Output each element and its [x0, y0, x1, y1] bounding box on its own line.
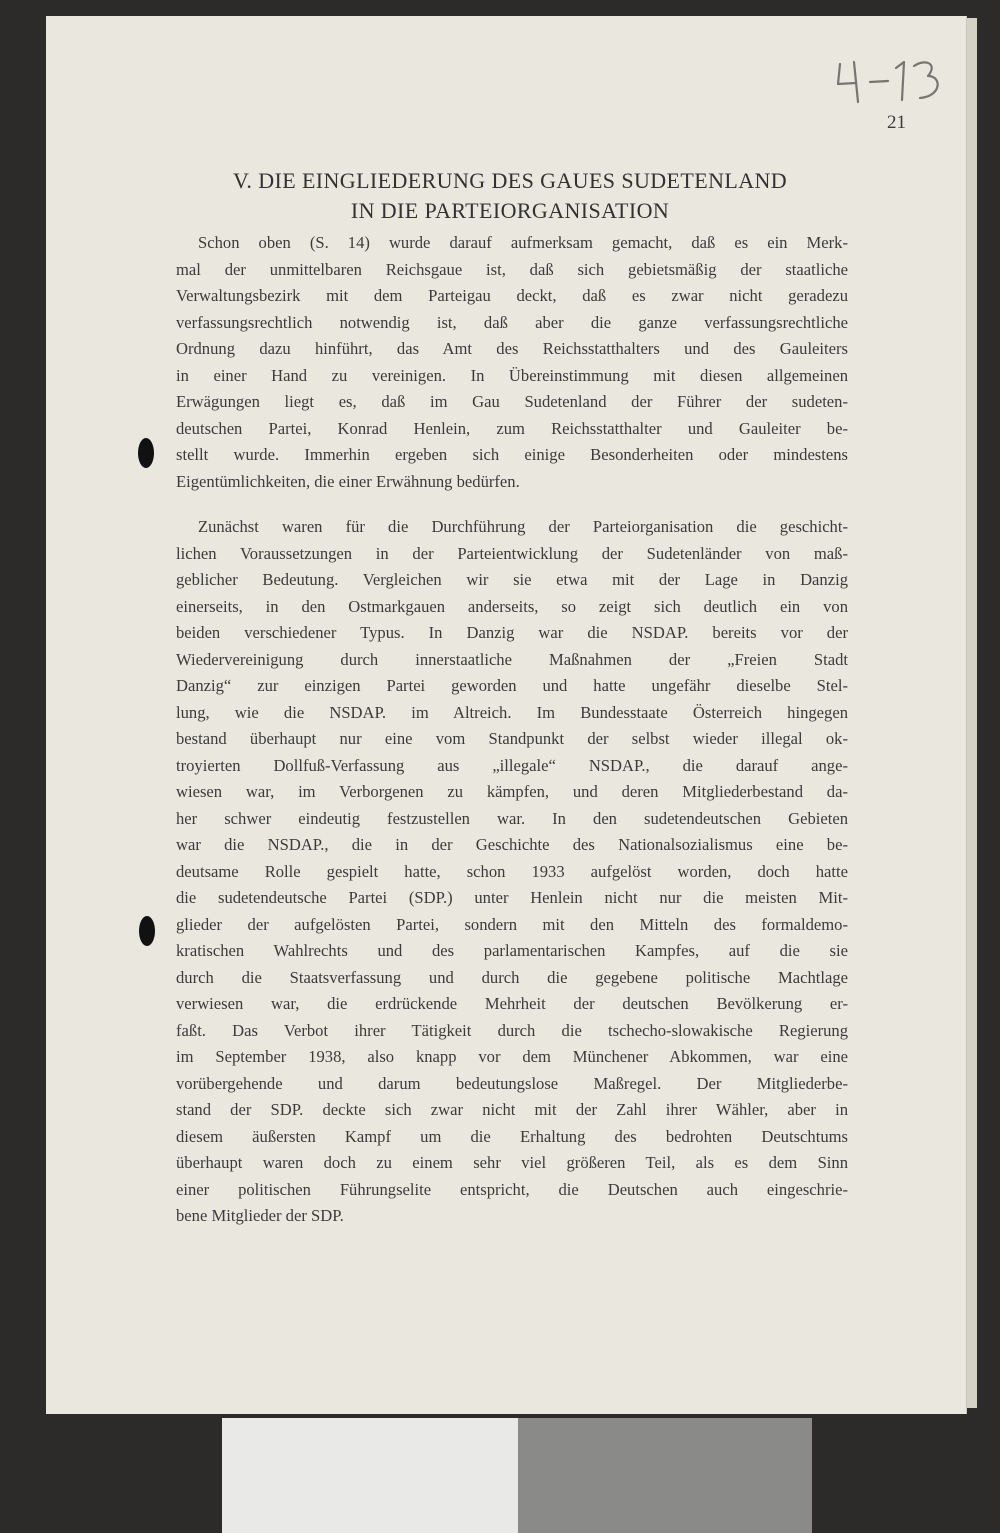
handwritten-archive-mark [834, 56, 954, 106]
text-line: wiesen war, im Verborgenen zu kämpfen, und deren Mitgliederbestand da- [176, 782, 848, 801]
text-line: lung, wie die NSDAP. im Altreich. Im Bundesstaate Österreich hingegen [176, 702, 848, 722]
text-line: faßt. Das Verbot ihrer Tätigkeit durch die tschecho-slowakische Regierung [176, 1020, 848, 1040]
text-line: Danzig“ zur einzigen Partei geworden und hatte ungefähr dieselbe Stel- [176, 676, 848, 695]
text-line: stand der SDP. deckte sich zwar nicht mit der Zahl ihrer Wähler, aber in [176, 1100, 848, 1119]
text-line: einerseits, in den Ostmarkgauen anderseits, so zeigt sich deutlich ein von [176, 596, 848, 616]
text-line: glieder der aufgelösten Partei, sondern mit den Mitteln des formaldemo- [176, 914, 848, 934]
text-line: die sudetendeutsche Partei (SDP.) unter Henlein nicht nur die meisten Mit- [176, 888, 848, 907]
text-line: troyierten Dollfuß-Verfassung aus „illegale“ NSDAP., die darauf ange- [176, 755, 848, 775]
text-line: bene Mitglieder der SDP. [176, 1206, 344, 1225]
text-line: lichen Voraussetzungen in der Parteientwicklung der Sudetenländer von maß- [176, 543, 848, 563]
text-line: überhaupt waren doch zu einem sehr viel größeren Teil, als es dem Sinn [176, 1153, 848, 1172]
text-line: kratischen Wahlrechts und des parlamentarischen Kampfes, auf die sie [176, 941, 848, 960]
text-line: geblicher Bedeutung. Vergleichen wir sie etwa mit der Lage in Danzig [176, 570, 848, 589]
text-line: einer politischen Führungselite entspricht, die Deutschen auch eingeschrie- [176, 1179, 848, 1199]
text-line: Erwägungen liegt es, daß im Gau Sudetenland der Führer der sudeten- [176, 392, 848, 411]
text-line: Eigentümlichkeiten, die einer Erwähnung bedürfen. [176, 471, 520, 491]
chapter-heading [150, 166, 870, 226]
chapter-heading-line-2: IN DIE PARTEIORGANISATION [350, 198, 670, 223]
punch-hole [139, 916, 155, 946]
page-number: 21 [887, 112, 906, 133]
text-line: verfassungsrechtlich notwendig ist, daß aber die ganze verfassungsrechtliche [176, 312, 848, 332]
text-line: beiden verschiedener Typus. In Danzig war die NSDAP. bereits vor der [176, 623, 848, 642]
text-line: mal der unmittelbaren Reichsgaue ist, daß sich gebietsmäßig der staatliche [176, 259, 848, 279]
text-line: war die NSDAP., die in der Geschichte des Nationalsozialismus eine be- [176, 835, 848, 854]
text-line: Verwaltungsbezirk mit dem Parteigau deckt, daß es zwar nicht geradezu [176, 286, 848, 305]
punch-hole [138, 438, 154, 468]
color-calibration-card [222, 1418, 812, 1533]
calibration-white-patch [222, 1418, 518, 1533]
text-line: verwiesen war, die erdrückende Mehrheit der deutschen Bevölkerung er- [176, 994, 848, 1013]
text-line: deutsame Rolle gespielt hatte, schon 1933 aufgelöst worden, doch hatte [176, 861, 848, 881]
text-line: in einer Hand zu vereinigen. In Übereinstimmung mit diesen allgemeinen [176, 365, 848, 385]
calibration-gray-patch [518, 1418, 812, 1533]
text-line: Schon oben (S. 14) wurde darauf aufmerksam gemacht, daß es ein Merk- [198, 233, 848, 252]
paragraph-2 [176, 514, 848, 1230]
text-line: Zunächst waren für die Durchführung der Parteiorganisation die geschicht- [198, 517, 848, 536]
text-line: stellt wurde. Immerhin ergeben sich einige Besonderheiten oder mindestens [176, 445, 848, 464]
paragraph-1 [176, 230, 848, 495]
text-line: her schwer eindeutig festzustellen war. In den sudetendeutschen Gebieten [176, 808, 848, 828]
text-line: Wiedervereinigung durch innerstaatliche Maßnahmen der „Freien Stadt [176, 649, 848, 669]
text-line: diesem äußersten Kampf um die Erhaltung des bedrohten Deutschtums [176, 1126, 848, 1146]
chapter-heading-line-1: V. DIE EINGLIEDERUNG DES GAUES SUDETENLAND [232, 168, 788, 193]
text-line: bestand überhaupt nur eine vom Standpunkt der selbst wieder illegal ok- [176, 729, 848, 748]
text-line: durch die Staatsverfassung und durch die gegebene politische Machtlage [176, 967, 848, 987]
text-line: vorübergehende und darum bedeutungslose Maßregel. Der Mitgliederbe- [176, 1073, 848, 1093]
text-line: Ordnung dazu hinführt, das Amt des Reichsstatthalters und des Gauleiters [176, 339, 848, 358]
text-line: deutschen Partei, Konrad Henlein, zum Reichsstatthalter und Gauleiter be- [176, 418, 848, 438]
text-line: im September 1938, also knapp vor dem Münchener Abkommen, war eine [176, 1047, 848, 1066]
